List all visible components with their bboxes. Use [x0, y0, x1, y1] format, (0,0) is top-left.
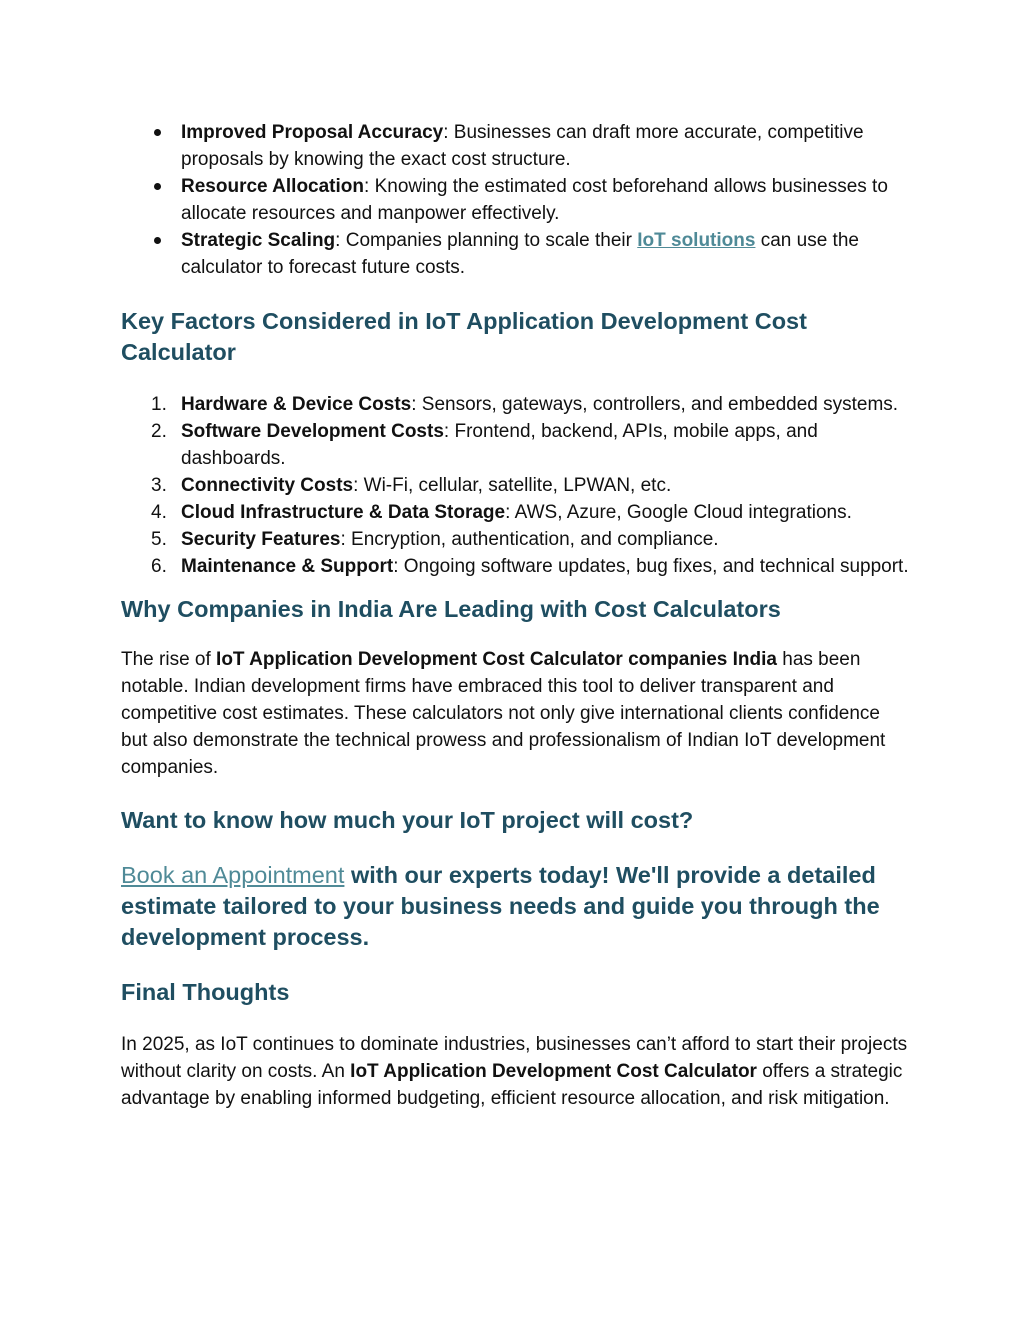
paragraph-bold-text: IoT Application Development Cost Calculator: [350, 1061, 757, 1082]
factor-term: Software Development Costs: [181, 421, 444, 442]
cta-paragraph: [121, 860, 911, 953]
bullet-icon: [154, 183, 161, 190]
paragraph-text: The rise of: [121, 649, 217, 670]
bullet-icon: [154, 237, 161, 244]
factor-text: : Frontend, backend, APIs, mobile apps, and dashboards.: [181, 421, 818, 469]
factor-text: : Sensors, gateways, controllers, and embedded systems.: [411, 394, 899, 415]
paragraph-text: In 2025, as IoT continues to dominate industries, businesses can’t afford to start their projects without clarity on costs. An: [121, 1034, 908, 1082]
list-number: 4.: [151, 502, 167, 523]
cta-text: with our experts today! We'll provide a detailed estimate tailored to your business needs and guide you through the development process.: [121, 862, 880, 950]
benefit-text: can use the calculator to forecast future costs.: [181, 230, 859, 278]
list-item: [121, 227, 911, 281]
benefit-text: : Knowing the estimated cost beforehand allows businesses to allocate resources and manpower effectively.: [181, 176, 888, 224]
benefit-text: : Businesses can draft more accurate, competitive proposals by knowing the exact cost structure.: [181, 122, 864, 170]
india-heading: Why Companies in India Are Leading with Cost Calculators: [121, 596, 781, 622]
list-number: 3.: [151, 475, 167, 496]
bullet-icon: [154, 129, 161, 136]
iot-solutions-link[interactable]: IoT solutions: [637, 230, 756, 251]
list-item: [121, 553, 911, 580]
cta-question: Want to know how much your IoT project will cost?: [121, 807, 694, 833]
factor-term: Hardware & Device Costs: [181, 394, 412, 415]
list-item: [121, 526, 911, 553]
paragraph-text: offers a strategic advantage by enabling informed budgeting, efficient resource allocation, and risk mitigation.: [121, 1061, 903, 1109]
document-content: [121, 119, 911, 1112]
factor-term: Security Features: [181, 529, 341, 550]
book-appointment-link[interactable]: Book an Appointment: [121, 862, 345, 888]
benefit-term: Strategic Scaling: [181, 230, 336, 251]
list-number: 2.: [151, 421, 167, 442]
list-item: [121, 472, 911, 499]
key-factors-list: [121, 391, 911, 580]
list-item: [121, 418, 911, 472]
key-factors-heading: Key Factors Considered in IoT Application Development Cost Calculator: [121, 308, 807, 365]
paragraph-bold-text: IoT Application Development Cost Calculator companies India: [216, 649, 777, 670]
factor-term: Cloud Infrastructure & Data Storage: [181, 502, 506, 523]
benefit-term: Improved Proposal Accuracy: [181, 122, 444, 143]
paragraph-text: has been notable. Indian development firms have embraced this tool to deliver transparent and competitive cost estimates. These calculators not only give international clients confidence but also demonstrate the technical prowess and professionalism of Indian IoT development companies.: [121, 649, 886, 778]
factor-text: : AWS, Azure, Google Cloud integrations.: [505, 502, 852, 523]
list-number: 1.: [151, 394, 167, 415]
factor-term: Connectivity Costs: [181, 475, 354, 496]
list-item: [121, 499, 911, 526]
list-item: [121, 391, 911, 418]
factor-text: : Ongoing software updates, bug fixes, and technical support.: [393, 556, 909, 577]
benefits-list: [121, 119, 911, 281]
final-thoughts-heading: Final Thoughts: [121, 979, 290, 1005]
benefit-text: : Companies planning to scale their: [335, 230, 638, 251]
factor-text: : Wi-Fi, cellular, satellite, LPWAN, etc.: [353, 475, 672, 496]
list-number: 5.: [151, 529, 167, 550]
list-item: [121, 173, 911, 227]
list-item: [121, 119, 911, 173]
list-number: 6.: [151, 556, 167, 577]
factor-text: : Encryption, authentication, and compliance.: [340, 529, 719, 550]
final-paragraph: [121, 1031, 911, 1112]
india-paragraph: [121, 646, 911, 781]
benefit-term: Resource Allocation: [181, 176, 365, 197]
factor-term: Maintenance & Support: [181, 556, 394, 577]
